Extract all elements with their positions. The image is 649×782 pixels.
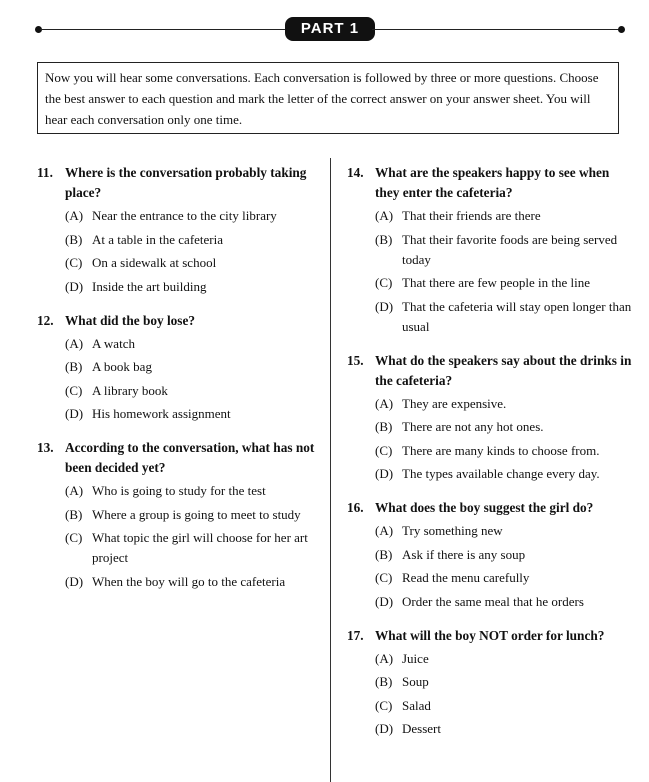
column-divider (330, 158, 331, 782)
answer-option (37, 404, 322, 424)
option-letter: (A) (375, 523, 394, 538)
option-letter: (D) (375, 721, 394, 736)
question-item (37, 311, 322, 425)
option-letter: (A) (375, 650, 394, 666)
answer-options (347, 521, 632, 612)
question-stem (347, 163, 632, 203)
option-text: When the boy will go to the cafeteria (92, 573, 286, 589)
question-item (347, 163, 632, 337)
option-letter: (C) (65, 530, 83, 545)
option-text: Read the menu carefully (402, 570, 530, 585)
answer-option (347, 592, 632, 612)
question-item (347, 351, 632, 485)
question-text: What will the boy NOT order for lunch? (375, 627, 605, 643)
option-text: That there are few people in the line (402, 275, 591, 290)
option-text: A book bag (92, 359, 152, 374)
question-item (37, 163, 322, 297)
option-letter: (D) (65, 406, 84, 421)
option-letter: (A) (375, 395, 394, 411)
answer-option (37, 505, 322, 525)
answer-option (37, 481, 322, 501)
option-text: Order the same meal that he orders (402, 593, 584, 609)
option-text: There are not any hot ones. (402, 419, 544, 434)
answer-options (37, 481, 322, 592)
question-number: 16. (347, 500, 364, 515)
right-column (347, 163, 632, 753)
question-stem (347, 351, 632, 391)
answer-options (37, 334, 322, 425)
question-item (347, 626, 632, 740)
left-column (37, 163, 322, 606)
question-stem (37, 438, 322, 478)
answer-option (37, 334, 322, 354)
question-text: What does the boy suggest the girl do? (375, 500, 594, 515)
option-letter: (B) (375, 419, 393, 434)
question-text: Where is the conversation probably taking place? (65, 165, 307, 200)
option-text: At a table in the cafeteria (92, 231, 224, 247)
option-letter: (A) (375, 208, 394, 223)
question-number: 13. (37, 440, 54, 455)
question-number: 15. (347, 352, 364, 368)
option-text: That their friends are there (402, 208, 541, 223)
option-letter: (C) (65, 382, 83, 398)
option-text: A library book (92, 382, 168, 398)
option-letter: (D) (65, 278, 84, 294)
option-letter: (B) (65, 359, 83, 374)
option-letter: (C) (375, 570, 393, 585)
option-text: What topic the girl will choose for her art project (92, 530, 308, 565)
answer-option (347, 230, 632, 270)
answer-option (347, 206, 632, 226)
question-stem (347, 626, 632, 646)
answer-option (37, 277, 322, 297)
answer-option (347, 394, 632, 414)
answer-options (347, 206, 632, 337)
answer-options (37, 206, 322, 297)
option-letter: (B) (375, 546, 393, 562)
option-text: Try something new (402, 523, 503, 538)
option-letter: (D) (375, 298, 394, 314)
answer-option (347, 297, 632, 337)
option-letter: (D) (375, 593, 394, 609)
option-letter: (A) (65, 208, 84, 223)
option-letter: (B) (65, 506, 83, 522)
option-text: Juice (402, 650, 429, 666)
answer-option (347, 672, 632, 692)
answer-option (347, 719, 632, 739)
answer-option (37, 381, 322, 401)
answer-option (37, 206, 322, 226)
answer-option (347, 649, 632, 669)
option-text: Near the entrance to the city library (92, 208, 277, 223)
answer-option (347, 545, 632, 565)
option-letter: (D) (65, 573, 84, 589)
question-item (347, 498, 632, 612)
option-letter: (C) (375, 697, 393, 713)
header-right-rule (372, 29, 620, 30)
option-letter: (B) (65, 231, 83, 247)
option-text: Salad (402, 697, 431, 713)
part-badge: PART 1 (285, 17, 375, 41)
option-text: That the cafeteria will stay open longer than usual (402, 298, 632, 334)
option-text: There are many kinds to choose from. (402, 442, 600, 458)
option-text: Dessert (402, 721, 441, 736)
answer-option (347, 441, 632, 461)
option-letter: (C) (375, 442, 393, 458)
option-letter: (C) (65, 255, 83, 270)
question-item (37, 438, 322, 592)
answer-option (347, 696, 632, 716)
question-number: 12. (37, 312, 54, 328)
option-text: Who is going to study for the test (92, 483, 266, 498)
option-letter: (A) (65, 335, 84, 351)
question-stem (37, 163, 322, 203)
header-right-dot (618, 26, 625, 33)
answer-options (347, 649, 632, 740)
answer-option (347, 521, 632, 541)
instructions-box: Now you will hear some conversations. Each conversation is followed by three or more questions. Choose the best answer to each question and mark the letter of the correct answer on your answer sheet. You will hear each conversation only one time. (37, 62, 619, 134)
answer-option (37, 572, 322, 592)
option-letter: (A) (65, 483, 84, 498)
question-text: What do the speakers say about the drinks in the cafeteria? (375, 352, 632, 388)
option-text: A watch (92, 335, 135, 351)
answer-option (347, 417, 632, 437)
question-number: 17. (347, 627, 364, 643)
option-letter: (C) (375, 275, 393, 290)
question-number: 11. (37, 165, 53, 180)
question-text: What did the boy lose? (65, 312, 196, 328)
option-text: Soup (402, 674, 429, 689)
question-number: 14. (347, 165, 364, 180)
option-text: Ask if there is any soup (402, 546, 526, 562)
question-stem (347, 498, 632, 518)
answer-option (37, 357, 322, 377)
answer-option (347, 273, 632, 293)
option-letter: (D) (375, 466, 394, 481)
question-stem (37, 311, 322, 331)
header-left-rule (40, 29, 286, 30)
option-text: They are expensive. (402, 395, 507, 411)
option-text: Inside the art building (92, 278, 207, 294)
option-letter: (B) (375, 231, 393, 247)
answer-option (37, 528, 322, 568)
answer-option (347, 464, 632, 484)
option-text: That their favorite foods are being served today (402, 231, 618, 267)
option-text: The types available change every day. (402, 466, 600, 481)
option-letter: (B) (375, 674, 393, 689)
answer-option (37, 230, 322, 250)
option-text: Where a group is going to meet to study (92, 506, 301, 522)
option-text: His homework assignment (92, 406, 231, 421)
question-text: According to the conversation, what has not been decided yet? (65, 440, 315, 475)
answer-option (347, 568, 632, 588)
option-text: On a sidewalk at school (92, 255, 217, 270)
answer-options (347, 394, 632, 485)
question-text: What are the speakers happy to see when they enter the cafeteria? (375, 165, 610, 200)
answer-option (37, 253, 322, 273)
